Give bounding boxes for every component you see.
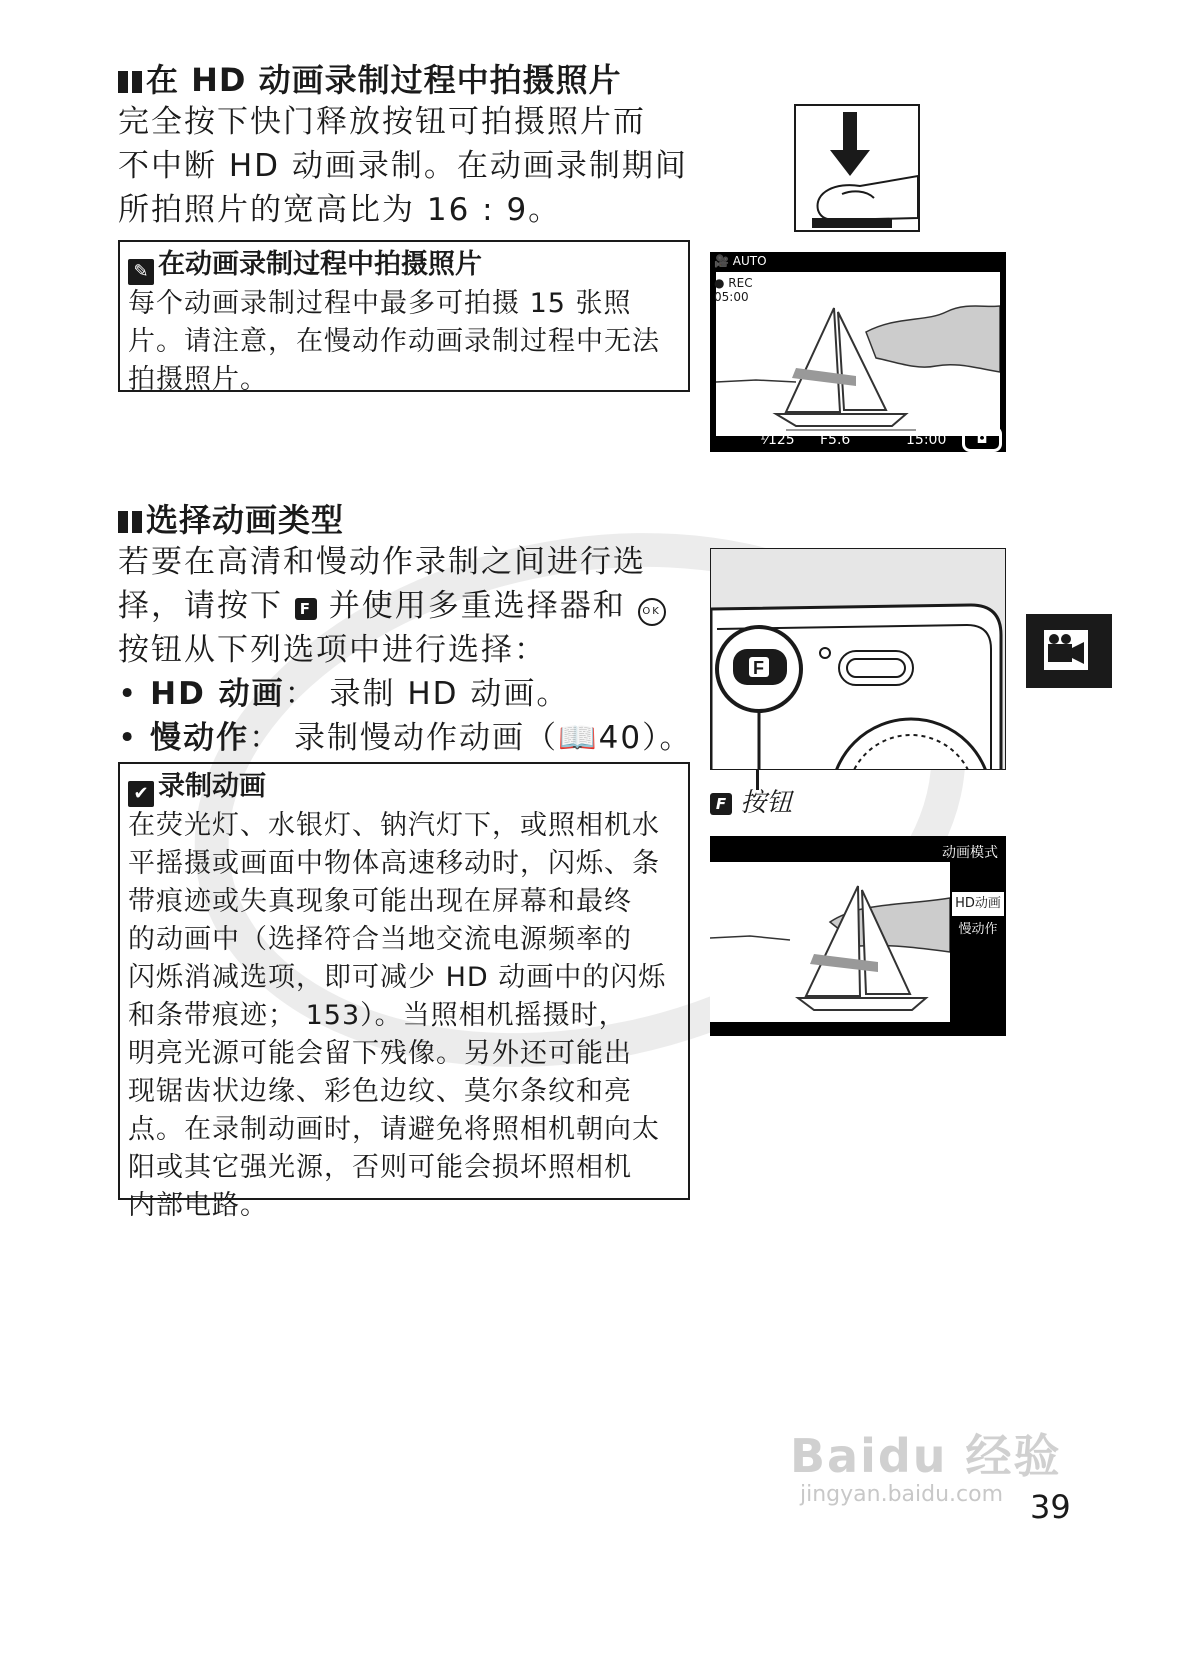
note1-text: 每个动画录制过程中最多可拍摄 15 张照 片。请注意，在慢动作动画录制过程中无法 拍摄照片。 [128, 288, 660, 395]
rec-indicator: ● REC [714, 276, 753, 290]
section2-heading: 选择动画类型 [118, 500, 344, 540]
book-ref-icon: 📖 [558, 720, 599, 756]
checkmark-icon: ✔ [128, 781, 154, 807]
bullet-slow: • 慢动作： 录制慢动作动画（📖40）。 [118, 720, 693, 756]
page-number: 39 [1030, 1488, 1071, 1526]
mode-indicator: 🎥 AUTO [714, 254, 767, 268]
note2-box [118, 762, 690, 1221]
pencil-icon: ✎ [128, 259, 154, 285]
chapter-tab [1026, 614, 1112, 688]
shutter-speed: ¹⁄125 [760, 432, 795, 448]
note1-title: ✎ 在动画录制过程中拍摄照片 [128, 246, 680, 285]
remaining-time: 15:00 [906, 432, 947, 448]
recording-screen [710, 252, 1006, 452]
section1-heading: 在 HD 动画录制过程中拍摄照片 [118, 60, 622, 100]
baidu-url: jingyan.baidu.com [800, 1482, 1004, 1507]
movie-mode-menu-screen [710, 836, 1006, 1036]
scene-image [716, 272, 1000, 436]
section1-body: 完全按下快门释放按钮可拍摄照片而 不中断 HD 动画录制。在动画录制期间 所拍照片的宽高比为 16 : 9。 [118, 104, 688, 228]
rec-time: 05:00 [714, 290, 749, 304]
menu-title: 动画模式 [942, 845, 998, 861]
camera-icon: ◘ [962, 426, 1002, 452]
svg-text:F: F [753, 658, 764, 678]
note2-text: 在荧光灯、水银灯、钠汽灯下，或照相机水 平摇摄或画面中物体高速移动时，闪烁、条 带痕迹或失真现象可能出现在屏幕和最终 的动画中（选择符合当地交流电源频率的 闪烁消减选项，即可减少 HD 动画中的闪烁 和条带痕迹； 153）。当照相机摇摄时， 明亮光源可能会留下残像。另外还可能出 现锯齿状边缘、彩色边纹、莫尔条纹和亮 点。在录制动画时，请避免将照相机朝向太 阳或其它强光源，否则可能会损坏照相机 内部电路。 [128, 810, 667, 1221]
menu-item-hd[interactable]: HD动画 [952, 892, 1004, 916]
section2-body: 若要在高清和慢动作录制之间进行选 择，请按下 F 并使用多重选择器和 OK 按钮从下列选项中进行选择： • HD 动画： 录制 HD 动画。 • 慢动作： 录制慢动作动画（📖40）。 [118, 540, 708, 760]
menu-scene-image [710, 862, 950, 1022]
bullet-hd: • HD 动画： 录制 HD 动画。 [118, 676, 570, 712]
note2-title: ✔ 录制动画 [128, 768, 680, 807]
camera-body-illustration [710, 548, 1006, 770]
f-button-icon: F [295, 598, 317, 620]
f-button-caption: F 按钮 [710, 782, 792, 819]
shutter-press-illustration [794, 104, 920, 232]
menu-item-slow[interactable]: 慢动作 [958, 922, 998, 937]
baidu-logo: Baidu 经验 [790, 1429, 1062, 1483]
note1-box [118, 240, 690, 395]
movie-icon [1044, 630, 1088, 670]
ok-button-icon: OK [638, 598, 666, 626]
aperture-value: F5.6 [820, 432, 851, 448]
